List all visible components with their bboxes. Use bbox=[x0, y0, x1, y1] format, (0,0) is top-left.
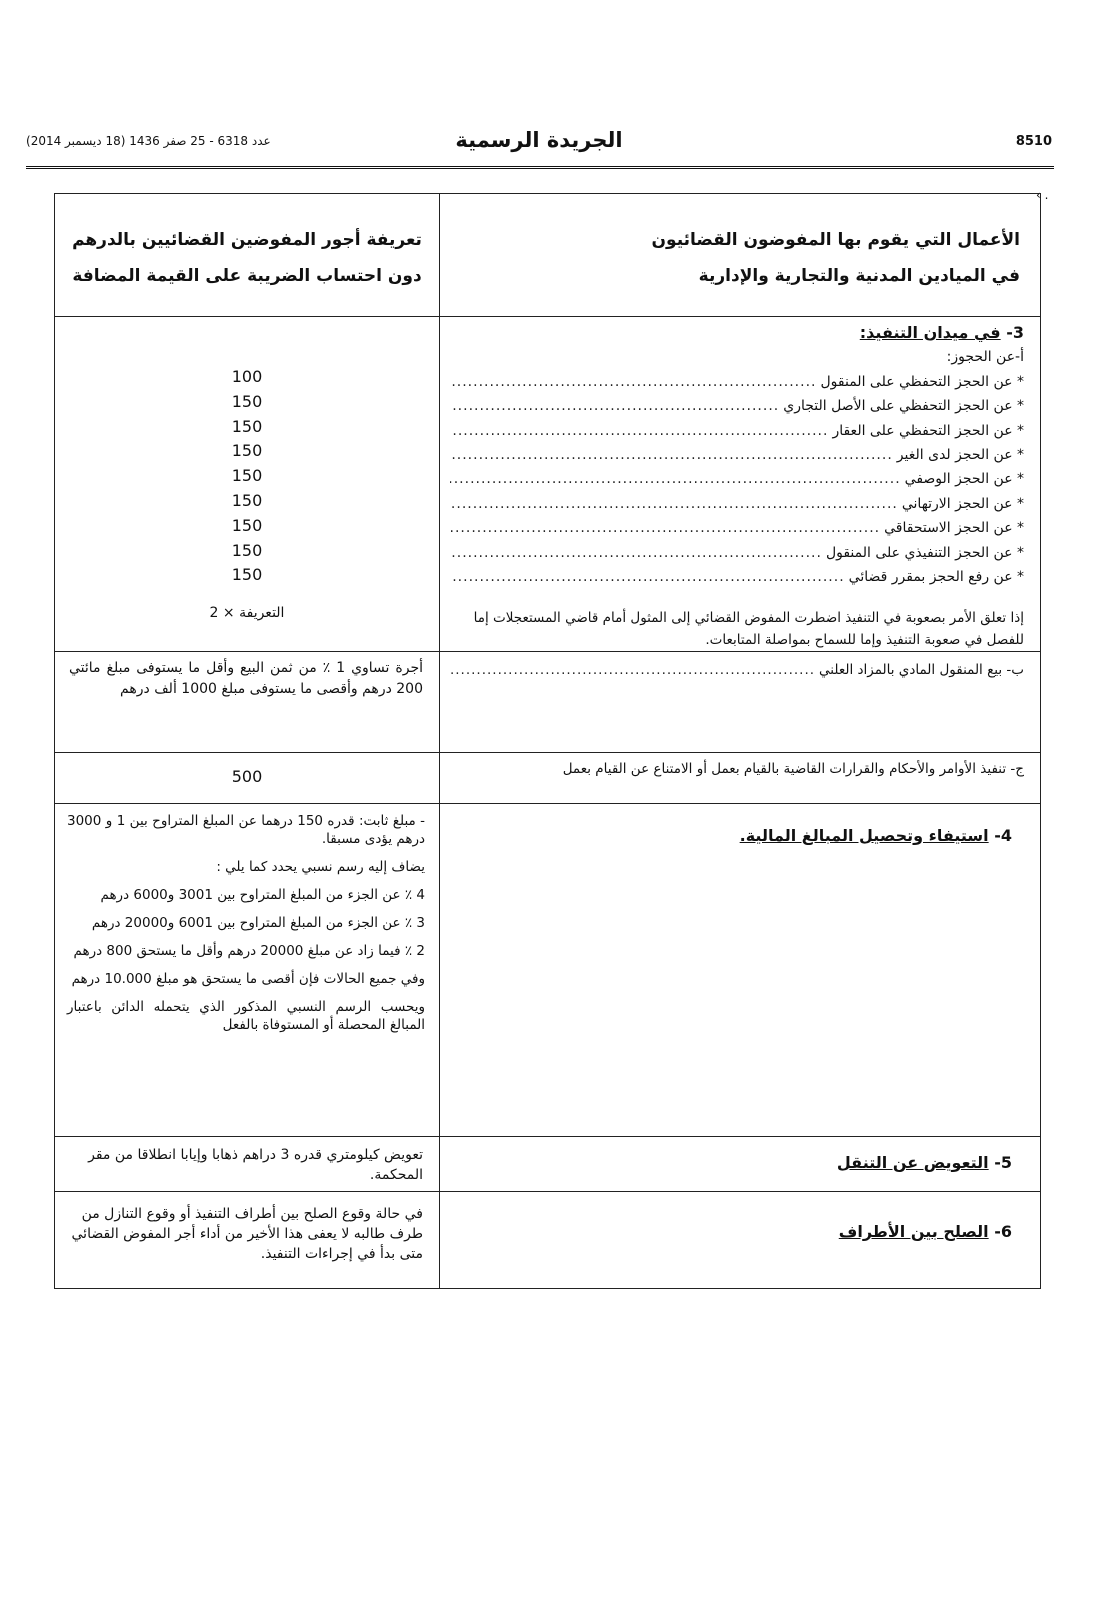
section5-number: 5- bbox=[994, 1153, 1012, 1172]
list-item: * عن الحجز الاستحقاقي ..... bbox=[450, 516, 1024, 540]
tariff-multiplier: التعريفة × 2 bbox=[209, 605, 285, 622]
section3-row bbox=[55, 317, 1041, 652]
collection-fee-paragraph: - مبلغ ثابت: قدره 150 درهما عن المبلغ المتراوح بين 1 و 3000 درهم يؤدى مسبقا. bbox=[67, 813, 426, 847]
auction-sale-label: ب- بيع المنقول المادي بالمزاد العلني bbox=[819, 662, 1024, 678]
fees-table bbox=[54, 193, 1041, 1289]
row-c-fees-cell bbox=[55, 753, 440, 804]
section5-heading bbox=[440, 1137, 1040, 1191]
section6-heading bbox=[440, 1192, 1040, 1288]
section6-title: الصلح بين الأطراف bbox=[838, 1222, 989, 1241]
section6-row bbox=[55, 1192, 1041, 1289]
section5-works-cell bbox=[440, 1137, 1041, 1192]
section3-number: 3- bbox=[1006, 323, 1024, 342]
list-item: * عن الحجز التنفيذي على المنقول ..... bbox=[450, 541, 1024, 565]
section4-number: 4- bbox=[994, 826, 1012, 845]
works-heading-line-1: الأعمال التي يقوم بها المفوضون القضائيون bbox=[651, 230, 1020, 250]
fee-value: 150 bbox=[231, 490, 263, 510]
list-item: * عن الحجز التحفظي على العقار ..... bbox=[450, 419, 1024, 443]
issue-info: عدد 6318 - 25 صفر 1436 (18 ديسمبر 2014) bbox=[26, 134, 271, 148]
section6-works-cell bbox=[440, 1192, 1041, 1289]
section5-title: التعويض عن التنقل bbox=[836, 1153, 989, 1172]
section4-works-cell bbox=[440, 804, 1041, 1137]
fee-value: 150 bbox=[231, 466, 263, 486]
works-column-header bbox=[440, 194, 1041, 317]
list-item: * عن الحجز التحفظي على المنقول ..... bbox=[450, 370, 1024, 394]
section3-title: في ميدان التنفيذ: bbox=[859, 323, 1001, 342]
fees-heading-line-2: دون احتساب الضريبة على القيمة المضافة bbox=[72, 266, 422, 286]
section5-row bbox=[55, 1137, 1041, 1192]
section4-heading bbox=[440, 804, 1040, 1136]
collection-fee-paragraph: 2 ٪ فيما زاد عن مبلغ 20000 درهم وأقل ما يستحق 800 درهم bbox=[73, 943, 425, 959]
section6-fees-cell bbox=[55, 1192, 440, 1289]
collection-fee-paragraph: ويحسب الرسم النسبي المذكور الذي يتحمله الدائن باعتبار المبالغ المحصلة أو المستوفاة بالفعل bbox=[67, 999, 425, 1033]
row-b-fees-cell bbox=[55, 652, 440, 753]
header-divider bbox=[26, 166, 1054, 169]
travel-compensation-fee: تعويض كيلومتري قدره 3 دراهم ذهابا وإيابا انطلاقا من مقر المحكمة. bbox=[88, 1147, 423, 1183]
collection-fee-paragraph: يضاف إليه رسم نسبي يحدد كما يلي : bbox=[216, 859, 425, 875]
page-number: 8510 bbox=[1015, 134, 1052, 149]
list-item: * عن الحجز لدى الغير ..... bbox=[450, 443, 1024, 467]
fee-value: 150 bbox=[231, 515, 263, 535]
section4-fees-cell bbox=[55, 804, 440, 1137]
list-item: * عن الحجز التحفظي على الأصل التجاري ..... bbox=[450, 394, 1024, 418]
enforcement-difficulty-note: إذا تعلق الأمر بصعوبة في التنفيذ اضطرت المفوض القضائي إلى المثول أمام قاضي المستعجلات إما للفصل في صعوبة التنفيذ وإما للسماح بمواصلة المتابعات. bbox=[473, 610, 1024, 649]
fees-column-header bbox=[55, 194, 440, 317]
fee-value: 150 bbox=[231, 416, 263, 436]
collection-fee-paragraph: وفي جميع الحالات فإن أقصى ما يستحق هو مبلغ 10.000 درهم bbox=[71, 971, 425, 987]
orders-execution-label: ج- تنفيذ الأوامر والأحكام والقرارات القاضية بالقيام بعمل أو الامتناع عن القيام بعمل bbox=[562, 761, 1024, 777]
collection-fee-paragraph: 3 ٪ عن الجزء من المبلغ المتراوح بين 6001 و20000 درهم bbox=[91, 915, 425, 931]
collection-fee-paragraph: 4 ٪ عن الجزء من المبلغ المتراوح بين 3001 و6000 درهم bbox=[100, 887, 425, 903]
list-item: * عن رفع الحجز بمقرر قضائي ..... bbox=[450, 565, 1024, 589]
fees-heading-line-1: تعريفة أجور المفوضين القضائيين بالدرهم bbox=[72, 230, 422, 250]
fees-table-container bbox=[54, 193, 1038, 1289]
section4-row bbox=[55, 804, 1041, 1137]
fee-value: 150 bbox=[231, 565, 263, 585]
auction-sale-fee: أجرة تساوي 1 ٪ من ثمن البيع وأقل ما يستوفى مبلغ مائتي 200 درهم وأقصى ما يستوفى مبلغ 1000 ألف درهم bbox=[69, 660, 423, 697]
row-b-auction bbox=[55, 652, 1041, 753]
section5-fees-cell bbox=[55, 1137, 440, 1192]
settlement-fee: في حالة وقوع الصلح بين أطراف التنفيذ أو وقوع التنازل من طرف طالبه لا يعفى هذا الأخير من أداء أجر المفوض القضائي متى بدأ في إجراءات التنفيذ. bbox=[71, 1206, 423, 1262]
row-c-works-cell bbox=[440, 753, 1041, 804]
fee-value: 100 bbox=[231, 367, 263, 386]
table-header-row bbox=[55, 194, 1041, 317]
page-header bbox=[26, 128, 1052, 160]
list-item: * عن الحجز الوصفي ..... bbox=[450, 467, 1024, 491]
corner-mark: ‹ . bbox=[1036, 188, 1049, 202]
section3-heading bbox=[450, 321, 1024, 345]
section4-title: استيفاء وتحصيل المبالغ المالية. bbox=[739, 826, 989, 845]
fee-value: 150 bbox=[231, 391, 263, 411]
section6-number: 6- bbox=[994, 1222, 1012, 1241]
section3-fees-cell bbox=[55, 317, 440, 652]
gazette-title: الجريدة الرسمية bbox=[455, 128, 623, 152]
fee-value: 150 bbox=[231, 441, 263, 461]
list-item: * عن الحجز الارتهاني ..... bbox=[450, 492, 1024, 516]
orders-execution-fee: 500 bbox=[231, 767, 263, 786]
section3-works-cell bbox=[440, 317, 1041, 652]
seizures-subheading: أ-عن الحجوز: bbox=[946, 349, 1024, 366]
fee-value: 150 bbox=[231, 540, 263, 560]
works-heading-line-2: في الميادين المدنية والتجارية والإدارية bbox=[698, 266, 1020, 286]
row-b-works-cell bbox=[440, 652, 1041, 753]
row-c-orders bbox=[55, 753, 1041, 804]
